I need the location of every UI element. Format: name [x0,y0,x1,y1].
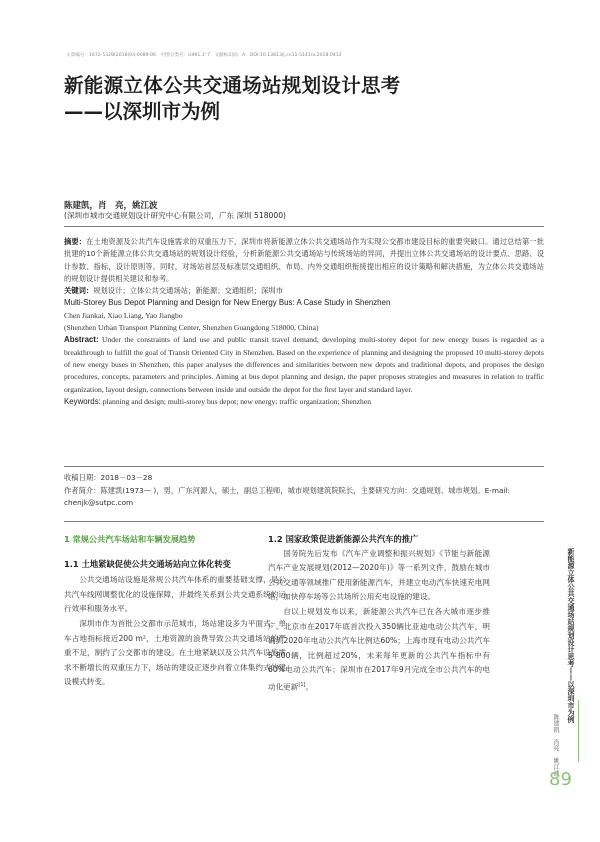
paper-title: 新能源立体公共交通场站规划设计思考 [64,74,401,97]
abstract-en-text: Under the constraints of land use and public transit travel demand, developing multi-storey depot for new energy buses is regarded as a breakthrough to fulfill the goal of Transit Oriented City in Shenzhen. Based on the experience of planning and designing the proposed 10 multi-storey depots of new energy buses in Shenzhen, this paper analyses the differences and similarities between new depots and traditional depots, and proposes the design procedures, concepts, parameters and principles. Aiming at bus depot planning and design, the paper proposes strategies and measures in relation to traffic organization, layout design, connections between inside and outside the depot for the first layer and standard layer. [64,335,544,394]
bio-text: 陈建凯(1973— )，男，广东河源人，硕士，副总工程师，城市规划建筑院院长，主要研究方向：交通规划、城市规划。E-mail: chenjk@sutpc.com [64,485,510,507]
section-heading-1: 1 常规公共汽车场站和车辆发展趋势 [64,534,196,544]
paper-subtitle: ——以深圳市为例 [64,100,221,123]
author-bio [64,485,544,510]
received-label: 收稿日期： [64,473,101,482]
english-authors: Chen Jiankai, Xiao Liang, Yao Jiangbo [64,310,183,320]
paragraph: 深圳市作为首批公交都市示范城市，场站建设多为平面式，单车占地指标接近200 m²，土地资源的浪费导致公共交通场站的严重不足，制约了公交都市的建设。在土地紧缺以及公共汽车设施需求不断增长的双重压力下，场站的建设正逐步向着立体集约式的建设模式转变。 [64,618,286,687]
received-value: 2018－03－28 [100,473,153,482]
running-authors-vertical: 陈建凯 肖亮 姚江波 [552,714,559,776]
received-and-bio [64,472,544,510]
section-heading-1-1: 1.1 土地紧缺促使公共交通场站向立体化转变 [64,558,231,569]
sidebar-divider [578,700,579,762]
paragraph: 国务院先后发布《汽车产业调整和振兴规划》《节能与新能源汽车产业发展规划(2012—2020年)》等一系列文件，鼓励在城市公共交通等领域推广使用新能源汽车，并建立电动汽车快速充电网络，加快停车场等公共场所公用充电设施的建设。 [268,548,490,602]
keywords-en [64,396,544,408]
abstract-block [64,236,544,408]
page-number: 89 [549,769,572,790]
paragraph [268,605,490,695]
section-heading-1-2: 1.2 国家政策促进新能源公共汽车的推广 [268,534,419,544]
keywords-en-label: Keywords: [64,396,101,406]
citation-ref: [1] [298,681,306,688]
bio-label: 作者简介： [64,485,101,495]
keywords-en-text: planning and design; multi-storey bus depot; new energy; traffic organization; Shenzhen [102,396,372,406]
abstract-cn-text: 在土地资源及公共汽车设施需求的双重压力下，深圳市将新能源立体公共交通场站作为实现公交都市建设目标的重要突破口。通过总结第一批批建的10个新能源立体公共交通场站的规划设计经验，分析新能源公共交通场站与传统场站的异同，并提出立体公共交通场站的设计要点、思路、设计参数、指标，设计原则等。同时，对场站首层及标准层交通组织、布局、内外交通组织衔接提出相应的设计策略和解决措施，为立体公共交通场站的规划设计提供相关建议和参考。 [64,237,545,283]
abstract-bottom-rule [64,466,544,467]
body-column-left [64,532,286,690]
running-title-vertical: 新能源立体公共交通场站规划设计思考——以深圳市为例 [567,548,575,723]
abstract-top-rule [64,226,544,227]
paragraph-end: 。 [305,682,314,692]
abstract-en [64,334,544,395]
abstract-en-label: Abstract: [64,335,99,345]
keywords-cn-label: 关键词： [64,286,94,296]
paragraph-text: 自以上规划发布以来，新能源公共汽车已在各大城市逐步推广。北京市在2017年底首次投入350辆比亚迪电动公共汽车，明确到2020年电动公共汽车比例达60%；上海市现有电动公共汽车5 800辆，比例超过20%，未来每年更新的公共汽车指标中有60%电动公共汽车；深圳市在2017年9月完成全市公共汽车的电动化更新 [268,606,490,692]
english-title: Multi-Storey Bus Depot Planning and Design for New Energy Bus: A Case Study in Shenzhen [64,298,391,308]
received-date [64,472,544,485]
abstract-cn-label: 摘要： [64,237,87,246]
english-affiliation: (Shenzhen Urban Transport Planning Center, Shenzhen Guangdong 518000, China) [64,323,319,333]
keywords-cn-text: 规划设计；立体公共交通场站；新能源；交通组织；深圳市 [93,286,283,296]
article-meta-line: 文章编号：1672-5328(2018)04-0089-06 中图分类号：U491.1⁺7 文献标识码：A DOI:10.13813/j.cn11-5141/u.2018.0412 [66,53,342,58]
keywords-cn [64,285,544,297]
paragraph: 公共交通场站设施是常规公共汽车体系的重要基础支撑，是公共汽车线网调整优化的设施保障，并最终关系到公共交通系统的运行效率和服务水平。 [64,575,286,614]
abstract-cn [64,236,544,285]
author-list: 陈建凯，肖 亮，姚江波 [64,201,158,211]
body-column-right [268,532,490,695]
body-top-rule [64,521,544,522]
author-affiliation: (深圳市城市交通规划设计研究中心有限公司，广东 深圳 518000) [64,211,286,220]
